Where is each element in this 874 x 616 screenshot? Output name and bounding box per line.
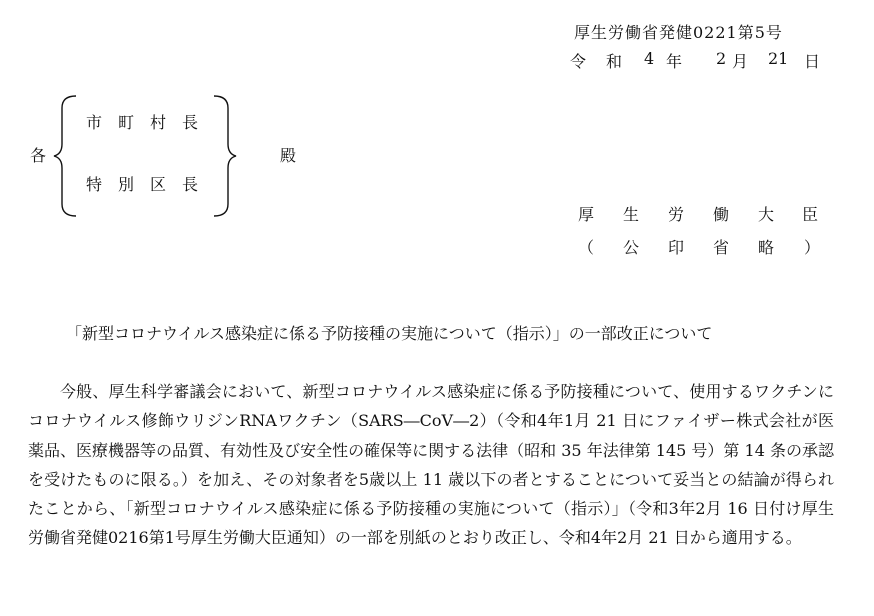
- date-part: 4: [644, 49, 655, 68]
- date-part: 和: [606, 52, 623, 71]
- date-part: 月: [732, 52, 749, 71]
- addressee-honorific: 殿: [280, 146, 297, 165]
- addressee-brackets: [52, 94, 242, 218]
- date-part: 令: [570, 52, 587, 71]
- date-part: 21: [768, 49, 789, 68]
- date-part: 年: [666, 52, 683, 71]
- notice-body: 今般、厚生科学審議会において、新型コロナウイルス感染症に係る予防接種について、使用するワクチンにコロナウイルス修飾ウリジンRNAワクチン（SARS―CoV―2）（令和4年1月 21 日にファイザー株式会社が医薬品、医療機器等の品質、有効性及び安全性の確保等に関する法律（昭和 35 年法律第 145 号）第 14 条の承認を受けたものに限る。）を加え、その対象者を5歳以上 11 歳以下の者とすることについて妥当との結論が得られたことから、「新型コロナウイルス感染症に係る予防接種の実施について（指示）」（令和3年2月 16 日付け厚生労働省発健0216第1号厚生労働大臣通知）の一部を別紙のとおり改正し、令和4年2月 21 日から適用する。: [28, 382, 834, 548]
- document-number: 厚生労働省発健0221第5号: [574, 23, 783, 42]
- notice-page: 厚生労働省発健0221第5号 令 和 4 年 2 月 21 日 各 市 町 村 長 特 別 区 長 殿 厚 生 労 働 大 臣 （ 公 印 省 略 ） 「新型コロナウイルス感染症に係る予防接種の実施について（指示）」の一部改正について 今般、厚生科学審議会において、新型コロナウイルス感染症に係る予防接種について、使用するワクチンにコロナウイルス修飾ウリジンRNAワクチン（SARS―CoV―2）（令和4年1月 21 日にファイザー株式会社が医薬品、医療機器等の品質、有効性及び安全性の確保等に関する法律（昭和 35 年法律第 145 号）第 14 条の承認を受けたものに限る。）を加え、その対象者を5歳以上 11 歳以下の者とすることについて妥当との結論が得られたことから、「新型コロナウイルス感染症に係る予防接種の実施について（指示）」（令和3年2月 16 日付け厚生労働省発健0216第1号厚生労働大臣通知）の一部を別紙のとおり改正し、令和4年2月 21 日から適用する。: [0, 0, 874, 616]
- date-part: 2: [716, 49, 727, 68]
- notice-title: 「新型コロナウイルス感染症に係る予防接種の実施について（指示）」の一部改正について: [66, 324, 713, 343]
- date-part: 日: [804, 52, 821, 71]
- addressee-prefix: 各: [30, 146, 47, 165]
